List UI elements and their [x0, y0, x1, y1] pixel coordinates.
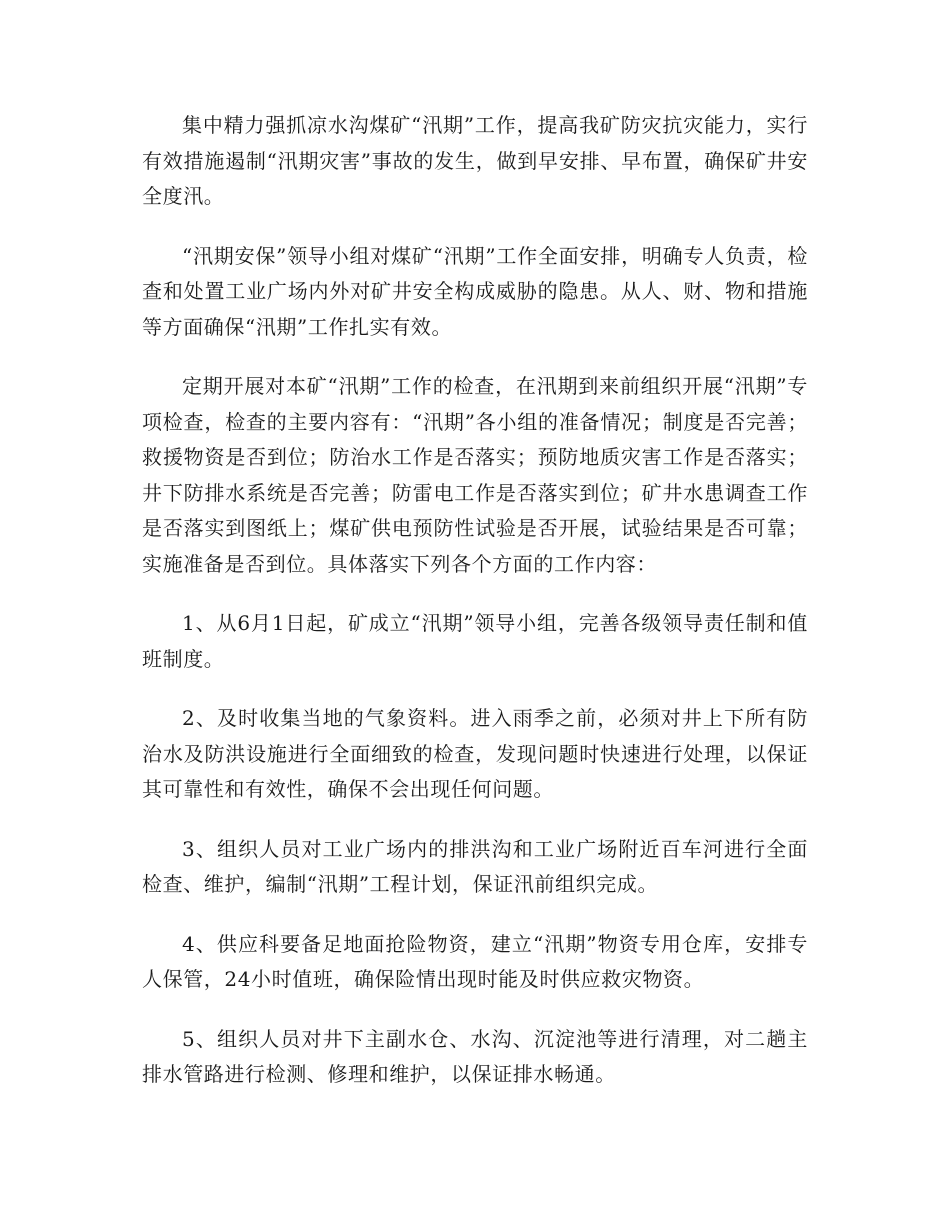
paragraph-item-1: 1、从6月1日起，矿成立“汛期”领导小组，完善各级领导责任制和值班制度。: [142, 611, 808, 671]
paragraph-item-2: 2、及时收集当地的气象资料。进入雨季之前，必须对井上下所有防治水及防洪设施进行全面细致的检查，发现问题时快速进行处理，以保证其可靠性和有效性，确保不会出现任何问题。: [142, 706, 808, 801]
paragraph-inspection: 定期开展对本矿“汛期”工作的检查，在汛期到来前组织开展“汛期”专项检查，检查的主要内容有：“汛期”各小组的准备情况；制度是否完善；救援物资是否到位；防治水工作是否落实；预防地质灾害工作是否落实；井下防排水系统是否完善；防雷电工作是否落实到位；矿井水患调查工作是否落实到图纸上；煤矿供电预防性试验是否开展，试验结果是否可靠；实施准备是否到位。具体落实下列各个方面的工作内容：: [142, 374, 808, 576]
paragraph-item-3: 3、组织人员对工业广场内的排洪沟和工业广场附近百车河进行全面检查、维护，编制“汛期”工程计划，保证汛前组织完成。: [142, 836, 808, 896]
paragraph-leadership-group: “汛期安保”领导小组对煤矿“汛期”工作全面安排，明确专人负责，检查和处置工业广场内外对矿井安全构成威胁的隐患。从人、财、物和措施等方面确保“汛期”工作扎实有效。: [142, 243, 808, 339]
paragraph-flood-work-focus: 集中精力强抓凉水沟煤矿“汛期”工作，提高我矿防灾抗灾能力，实行有效措施遏制“汛期灾害”事故的发生，做到早安排、早布置，确保矿井安全度汛。: [142, 113, 808, 208]
document-body: [142, 108, 808, 1117]
paragraph-item-5: 5、组织人员对井下主副水仓、水沟、沉淀池等进行清理，对二趟主排水管路进行检测、修理和维护，以保证排水畅通。: [142, 1026, 808, 1086]
paragraph-item-4: 4、供应科要备足地面抢险物资，建立“汛期”物资专用仓库，安排专人保管，24小时值班，确保险情出现时能及时供应救灾物资。: [142, 931, 808, 991]
